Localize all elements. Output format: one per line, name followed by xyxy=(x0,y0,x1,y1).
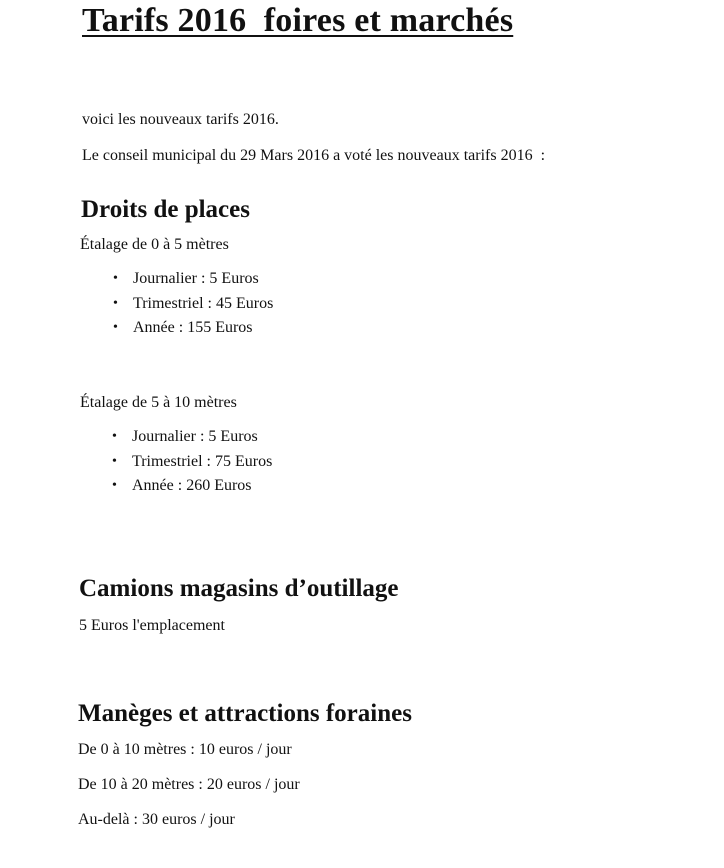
camions-price: 5 Euros l'emplacement xyxy=(79,617,225,634)
section-heading-maneges: Manèges et attractions foraines xyxy=(78,700,412,727)
bullet-icon: • xyxy=(113,295,118,311)
list-item xyxy=(112,425,272,450)
list-item xyxy=(113,267,273,292)
tariff-list-5-10-metres xyxy=(112,425,272,499)
group-label-0-5-metres: Étalage de 0 à 5 mètres xyxy=(80,236,229,253)
list-item xyxy=(113,316,273,341)
group-label-5-10-metres: Étalage de 5 à 10 mètres xyxy=(80,394,237,411)
intro-line-1: voici les nouveaux tarifs 2016. xyxy=(82,111,279,128)
list-item-text: Journalier : 5 Euros xyxy=(133,270,259,287)
tariff-list-0-5-metres xyxy=(113,267,273,341)
manege-line-3: Au-delà : 30 euros / jour xyxy=(78,811,235,828)
page-title: Tarifs 2016 foires et marchés xyxy=(82,2,514,39)
bullet-icon: • xyxy=(112,453,117,469)
section-heading-camions: Camions magasins d’outillage xyxy=(79,575,399,602)
intro-line-2: Le conseil municipal du 29 Mars 2016 a voté les nouveaux tarifs 2016 : xyxy=(82,147,546,164)
list-item xyxy=(113,292,273,317)
list-item-text: Année : 260 Euros xyxy=(132,477,252,494)
bullet-icon: • xyxy=(112,429,117,444)
bullet-icon: • xyxy=(113,271,118,286)
section-heading-droits-de-places: Droits de places xyxy=(81,196,250,223)
list-item xyxy=(112,474,272,499)
manege-line-2: De 10 à 20 mètres : 20 euros / jour xyxy=(78,776,300,793)
bullet-icon: • xyxy=(113,320,118,335)
manege-line-1: De 0 à 10 mètres : 10 euros / jour xyxy=(78,741,292,758)
list-item-text: Trimestriel : 45 Euros xyxy=(133,294,274,312)
bullet-icon: • xyxy=(112,478,117,493)
list-item-text: Année : 155 Euros xyxy=(133,319,253,336)
list-item-text: Trimestriel : 75 Euros xyxy=(132,452,273,470)
list-item xyxy=(112,450,272,475)
list-item-text: Journalier : 5 Euros xyxy=(132,428,258,445)
